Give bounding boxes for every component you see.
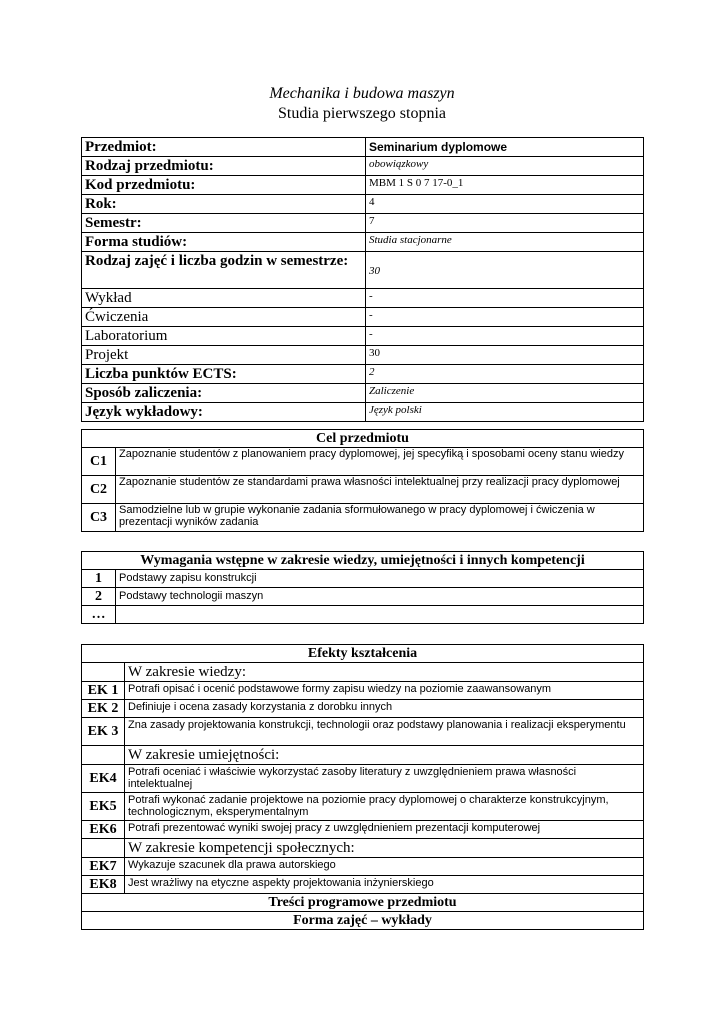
course-goals-table — [81, 429, 644, 532]
prerequisite-code: … — [82, 606, 116, 624]
study-level: Studia pierwszego stopnia — [278, 105, 446, 122]
info-value: - — [366, 308, 644, 327]
outcome-code: EK 2 — [82, 700, 125, 718]
outcome-code: EK 1 — [82, 682, 125, 700]
goal-text: Zapoznanie studentów z planowaniem pracy dyplomowej, jej specyfiką i sposobami oceny stanu wiedzy — [116, 448, 644, 476]
info-row — [82, 346, 644, 365]
prerequisite-row — [82, 570, 644, 588]
class-form-row — [82, 912, 644, 930]
prerequisites-title: Wymagania wstępne w zakresie wiedzy, umiejętności i innych kompetencji — [82, 552, 644, 570]
outcome-group-row — [82, 663, 644, 682]
info-row — [82, 195, 644, 214]
prerequisites-table — [81, 551, 644, 624]
prerequisites-header-row — [82, 552, 644, 570]
info-row — [82, 157, 644, 176]
info-row — [82, 365, 644, 384]
field-of-study: Mechanika i budowa maszyn — [269, 85, 455, 102]
info-label: Wykład — [82, 289, 366, 308]
info-label: Rodzaj przedmiotu: — [82, 157, 366, 176]
prerequisite-code: 2 — [82, 588, 116, 606]
info-row — [82, 308, 644, 327]
info-value: Zaliczenie — [366, 384, 644, 403]
prerequisite-code: 1 — [82, 570, 116, 588]
outcome-text: Potrafi oceniać i właściwie wykorzystać zasoby literatury z uwzględnieniem prawa własności intelektualnej — [125, 765, 644, 793]
outcome-row — [82, 793, 644, 821]
outcome-code: EK 3 — [82, 718, 125, 746]
info-label: Rodzaj zajęć i liczba godzin w semestrze: — [82, 252, 366, 289]
goals-title: Cel przedmiotu — [82, 430, 644, 448]
info-value: 30 — [366, 252, 644, 289]
outcome-text: Jest wrażliwy na etyczne aspekty projektowania inżynierskiego — [125, 876, 644, 894]
info-label: Rok: — [82, 195, 366, 214]
outcome-group-row — [82, 746, 644, 765]
info-value: Język polski — [366, 403, 644, 422]
info-row — [82, 403, 644, 422]
info-label: Semestr: — [82, 214, 366, 233]
outcome-group-heading: W zakresie wiedzy: — [125, 663, 644, 682]
class-form-title: Forma zajęć – wykłady — [82, 912, 644, 930]
outcome-text: Potrafi opisać i ocenić podstawowe formy zapisu wiedzy na poziomie zaawansowanym — [125, 682, 644, 700]
outcome-row — [82, 858, 644, 876]
prerequisite-row — [82, 606, 644, 624]
prerequisite-text — [116, 606, 644, 624]
info-row — [82, 252, 644, 289]
outcome-code: EK8 — [82, 876, 125, 894]
info-row — [82, 289, 644, 308]
info-row — [82, 384, 644, 403]
info-value: 7 — [366, 214, 644, 233]
info-value: 4 — [366, 195, 644, 214]
outcome-text: Definiuje i ocena zasady korzystania z dorobku innych — [125, 700, 644, 718]
info-value: 2 — [366, 365, 644, 384]
goal-code: C1 — [82, 448, 116, 476]
prerequisite-row — [82, 588, 644, 606]
prerequisite-text: Podstawy zapisu konstrukcji — [116, 570, 644, 588]
outcome-row — [82, 765, 644, 793]
goal-row — [82, 448, 644, 476]
info-row — [82, 138, 644, 157]
document-header — [0, 84, 724, 124]
goal-row — [82, 504, 644, 532]
outcome-row — [82, 718, 644, 746]
goal-code: C2 — [82, 476, 116, 504]
goal-text: Zapoznanie studentów ze standardami prawa własności intelektualnej przy realizacji pracy dyplomowej — [116, 476, 644, 504]
info-label: Kod przedmiotu: — [82, 176, 366, 195]
outcome-text: Wykazuje szacunek dla prawa autorskiego — [125, 858, 644, 876]
info-row — [82, 327, 644, 346]
info-label: Projekt — [82, 346, 366, 365]
outcome-group-row — [82, 839, 644, 858]
info-value: 30 — [366, 346, 644, 365]
info-label: Przedmiot: — [82, 138, 366, 157]
outcomes-title: Efekty kształcenia — [82, 645, 644, 663]
info-row — [82, 214, 644, 233]
outcome-code: EK5 — [82, 793, 125, 821]
goal-row — [82, 476, 644, 504]
outcome-row — [82, 821, 644, 839]
outcome-text: Potrafi wykonać zadanie projektowe na poziomie pracy dyplomowej o charakterze konstrukcyjnym, technologicznym, eksperymentalnym — [125, 793, 644, 821]
subject-info-table — [81, 137, 644, 422]
program-content-title: Treści programowe przedmiotu — [82, 894, 644, 912]
outcome-row — [82, 876, 644, 894]
info-label: Język wykładowy: — [82, 403, 366, 422]
info-value: Seminarium dyplomowe — [366, 138, 644, 157]
info-value: - — [366, 289, 644, 308]
goal-code: C3 — [82, 504, 116, 532]
outcomes-header-row — [82, 645, 644, 663]
info-value: obowiązkowy — [366, 157, 644, 176]
outcome-text: Zna zasady projektowania konstrukcji, technologii oraz podstawy planowania i realizacji eksperymentu — [125, 718, 644, 746]
outcome-group-spacer — [82, 746, 125, 765]
info-row — [82, 233, 644, 252]
outcome-group-heading: W zakresie kompetencji społecznych: — [125, 839, 644, 858]
outcome-row — [82, 700, 644, 718]
info-value: - — [366, 327, 644, 346]
outcome-code: EK4 — [82, 765, 125, 793]
info-label: Laboratorium — [82, 327, 366, 346]
outcome-text: Potrafi prezentować wyniki swojej pracy z uwzględnieniem prezentacji komputerowej — [125, 821, 644, 839]
info-label: Sposób zaliczenia: — [82, 384, 366, 403]
learning-outcomes-table — [81, 644, 644, 930]
outcome-group-heading: W zakresie umiejętności: — [125, 746, 644, 765]
info-label: Ćwiczenia — [82, 308, 366, 327]
outcome-row — [82, 682, 644, 700]
goals-header-row — [82, 430, 644, 448]
info-value: MBM 1 S 0 7 17-0_1 — [366, 176, 644, 195]
info-value: Studia stacjonarne — [366, 233, 644, 252]
info-label: Liczba punktów ECTS: — [82, 365, 366, 384]
goal-text: Samodzielne lub w grupie wykonanie zadania sformułowanego w pracy dyplomowej i ćwiczenia w prezentacji wyników zadania — [116, 504, 644, 532]
outcome-code: EK6 — [82, 821, 125, 839]
outcome-group-spacer — [82, 663, 125, 682]
info-label: Forma studiów: — [82, 233, 366, 252]
info-row — [82, 176, 644, 195]
prerequisite-text: Podstawy technologii maszyn — [116, 588, 644, 606]
program-content-row — [82, 894, 644, 912]
outcome-code: EK7 — [82, 858, 125, 876]
outcome-group-spacer — [82, 839, 125, 858]
